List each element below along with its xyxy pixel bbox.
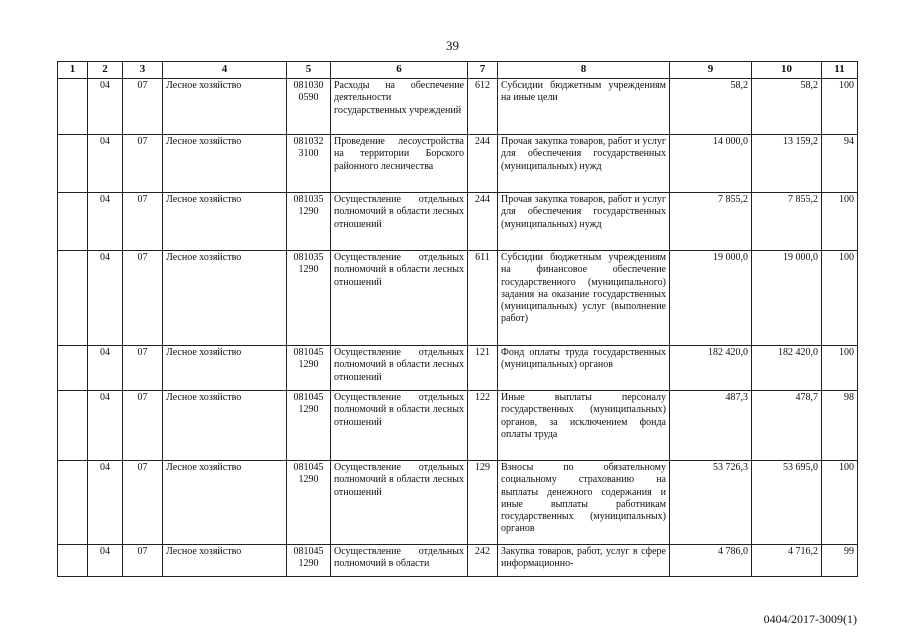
cell-subsection: 07 [123,79,163,135]
target-code-part-2: 3100 [298,148,319,160]
cell-section: 04 [88,346,123,391]
cell-col-1 [58,346,88,391]
cell-actual-amount: 19 000,0 [752,251,822,346]
target-code-part-1: 081045 [293,462,324,473]
cell-actual-amount: 7 855,2 [752,193,822,251]
col-header-9: 9 [670,62,752,79]
cell-section: 04 [88,251,123,346]
cell-planned-amount: 53 726,3 [670,461,752,545]
cell-expense-description: Прочая закупка товаров, работ и услуг для обеспечения государственных (муниципальных) нужд [498,193,670,251]
cell-name: Лесное хозяйство [163,461,287,545]
cell-name: Лесное хозяйство [163,251,287,346]
cell-expense-type: 244 [468,193,498,251]
cell-target-code [287,391,331,461]
cell-percent: 100 [822,79,858,135]
cell-expense-description: Субсидии бюджетным учреждениям на иные цели [498,79,670,135]
cell-section: 04 [88,461,123,545]
cell-col-1 [58,79,88,135]
table-row [58,545,858,577]
col-header-6: 6 [331,62,468,79]
cell-planned-amount: 7 855,2 [670,193,752,251]
cell-description: Расходы на обеспечение деятельности государственных учреждений [331,79,468,135]
cell-percent: 100 [822,461,858,545]
col-header-2: 2 [88,62,123,79]
target-code-part-1: 081045 [293,347,324,358]
cell-expense-type: 121 [468,346,498,391]
target-code-part-1: 081035 [293,252,324,263]
cell-description: Осуществление отдельных полномочий в области лесных отношений [331,193,468,251]
target-code-part-2: 1290 [298,264,319,276]
target-code-part-1: 081035 [293,194,324,205]
cell-percent: 100 [822,251,858,346]
target-code-part-2: 1290 [298,359,319,371]
cell-actual-amount: 58,2 [752,79,822,135]
cell-actual-amount: 478,7 [752,391,822,461]
target-code-part-2: 1290 [298,206,319,218]
cell-description: Осуществление отдельных полномочий в области лесных отношений [331,461,468,545]
cell-description: Осуществление отдельных полномочий в области лесных отношений [331,346,468,391]
cell-planned-amount: 19 000,0 [670,251,752,346]
cell-actual-amount: 13 159,2 [752,135,822,193]
target-code-part-2: 1290 [298,558,319,570]
cell-target-code [287,79,331,135]
cell-percent: 99 [822,545,858,577]
header-row [58,62,858,79]
cell-subsection: 07 [123,461,163,545]
cell-subsection: 07 [123,193,163,251]
cell-expense-description: Прочая закупка товаров, работ и услуг для обеспечения государственных (муниципальных) нужд [498,135,670,193]
cell-percent: 100 [822,193,858,251]
cell-col-1 [58,461,88,545]
cell-col-1 [58,135,88,193]
cell-section: 04 [88,79,123,135]
cell-expense-type: 612 [468,79,498,135]
table-row [58,135,858,193]
col-header-1: 1 [58,62,88,79]
page-number: 39 [446,38,459,53]
target-code-part-2: 1290 [298,474,319,486]
cell-percent: 94 [822,135,858,193]
table-row [58,79,858,135]
cell-actual-amount: 182 420,0 [752,346,822,391]
col-header-7: 7 [468,62,498,79]
target-code-part-2: 0590 [298,92,319,104]
table-header [58,62,858,79]
cell-actual-amount: 4 716,2 [752,545,822,577]
cell-target-code [287,461,331,545]
table-row [58,251,858,346]
cell-section: 04 [88,545,123,577]
target-code-part-1: 081030 [293,80,324,91]
table-row [58,193,858,251]
table-row [58,346,858,391]
cell-expense-type: 122 [468,391,498,461]
col-header-8: 8 [498,62,670,79]
cell-target-code [287,346,331,391]
cell-description: Осуществление отдельных полномочий в области [331,545,468,577]
col-header-5: 5 [287,62,331,79]
cell-name: Лесное хозяйство [163,193,287,251]
cell-subsection: 07 [123,545,163,577]
cell-planned-amount: 14 000,0 [670,135,752,193]
col-header-4: 4 [163,62,287,79]
target-code-part-1: 081045 [293,546,324,557]
col-header-3: 3 [123,62,163,79]
cell-expense-type: 611 [468,251,498,346]
cell-name: Лесное хозяйство [163,346,287,391]
col-header-11: 11 [822,62,858,79]
cell-expense-type: 244 [468,135,498,193]
cell-col-1 [58,193,88,251]
target-code-part-1: 081032 [293,136,324,147]
cell-subsection: 07 [123,135,163,193]
cell-target-code [287,193,331,251]
table-row [58,461,858,545]
cell-name: Лесное хозяйство [163,545,287,577]
cell-col-1 [58,391,88,461]
cell-expense-type: 129 [468,461,498,545]
cell-name: Лесное хозяйство [163,391,287,461]
cell-col-1 [58,545,88,577]
cell-name: Лесное хозяйство [163,79,287,135]
cell-expense-description: Фонд оплаты труда государственных (муниципальных) органов [498,346,670,391]
cell-planned-amount: 487,3 [670,391,752,461]
cell-expense-description: Взносы по обязательному социальному страхованию на выплаты денежного содержания и иные выплаты работникам государственных (муниципальных) органов [498,461,670,545]
cell-planned-amount: 182 420,0 [670,346,752,391]
cell-name: Лесное хозяйство [163,135,287,193]
cell-description: Осуществление отдельных полномочий в области лесных отношений [331,391,468,461]
col-header-10: 10 [752,62,822,79]
cell-percent: 100 [822,346,858,391]
budget-table [57,61,858,577]
cell-section: 04 [88,391,123,461]
cell-description: Осуществление отдельных полномочий в области лесных отношений [331,251,468,346]
target-code-part-1: 081045 [293,392,324,403]
cell-section: 04 [88,135,123,193]
document-id: 0404/2017-3009(1) [763,612,857,626]
cell-expense-description: Субсидии бюджетным учреждениям на финансовое обеспечение государственного (муниципального) задания на оказание государственных (муниципальных) услуг (выполнение работ) [498,251,670,346]
cell-col-1 [58,251,88,346]
target-code-part-2: 1290 [298,404,319,416]
cell-subsection: 07 [123,251,163,346]
cell-percent: 98 [822,391,858,461]
cell-planned-amount: 58,2 [670,79,752,135]
cell-expense-type: 242 [468,545,498,577]
cell-target-code [287,251,331,346]
cell-description: Проведение лесоустройства на территории Борского районного лесничества [331,135,468,193]
cell-target-code [287,135,331,193]
cell-target-code [287,545,331,577]
table-row [58,391,858,461]
cell-planned-amount: 4 786,0 [670,545,752,577]
table-body [58,79,858,577]
cell-actual-amount: 53 695,0 [752,461,822,545]
cell-subsection: 07 [123,346,163,391]
cell-subsection: 07 [123,391,163,461]
cell-expense-description: Иные выплаты персоналу государственных (муниципальных) органов, за исключением фонда оплаты труда [498,391,670,461]
cell-expense-description: Закупка товаров, работ, услуг в сфере информационно- [498,545,670,577]
cell-section: 04 [88,193,123,251]
